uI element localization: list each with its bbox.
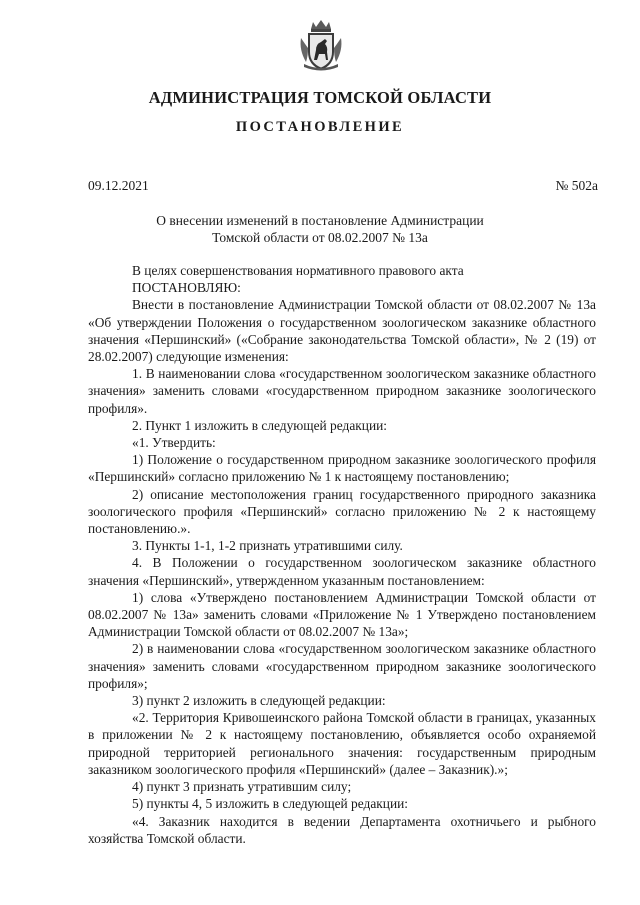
organization-title: АДМИНИСТРАЦИЯ ТОМСКОЙ ОБЛАСТИ — [148, 88, 492, 107]
paragraph: 1) Положение о государственном природном заказнике зоологического профиля «Першинский» согласно приложению № 1 к настоящему постановлению; — [88, 452, 596, 485]
subject-line: О внесении изменений в постановление Администрации — [156, 213, 484, 228]
paragraph: 5) пункты 4, 5 изложить в следующей редакции: — [132, 796, 408, 812]
paragraph: В целях совершенствования нормативного правового акта — [132, 263, 464, 278]
paragraph: 2) в наименовании слова «государственном зоологическом заказнике областного значения» заменить словами «государственном природном заказнике зоологического профиля»; — [88, 641, 596, 691]
paragraph: «1. Утвердить: — [132, 435, 216, 451]
paragraph: «4. Заказник находится в ведении Департамента охотничьего и рыбного хозяйства Томской области. — [88, 813, 596, 846]
subject-line: Томской области от 08.02.2007 № 13а — [212, 230, 428, 245]
paragraph: Внести в постановление Администрации Томской области от 08.02.2007 № 13а «Об утверждении Положения о государственном зоологическом заказнике областного значения «Першинский» («Собрание законодательства Томской области», № 2 (19) от 28.02.2007) следующие изменения: — [88, 297, 596, 365]
document-type: ПОСТАНОВЛЕНИЕ — [235, 119, 405, 135]
paragraph: 2) описание местоположения границ государственного природного заказника зоологического профиля «Першинский» согласно приложению № 2 к настоящему постановлению.». — [88, 486, 596, 537]
document-subject — [0, 212, 640, 246]
tomsk-coat-of-arms-icon — [298, 20, 344, 72]
paragraph: «2. Территория Кривошеинского района Томской области в границах, указанных в приложении № 2 к настоящему постановлению, объявляется особо охраняемой природной территорией регионального значения: государственным природным заказником зоологического профиля «Першинский» (далее – Заказник).»; — [88, 710, 596, 777]
paragraph: 1) слова «Утверждено постановлением Администрации Томской области от 08.02.2007 № 13а» заменить словами «Приложение № 1 Утверждено постановлением Администрации Томской области от 08.02.2007 № 13а»; — [88, 589, 596, 640]
paragraph: 3) пункт 2 изложить в следующей редакции: — [132, 693, 386, 709]
document-date: 09.12.2021 — [88, 178, 149, 193]
paragraph: 3. Пункты 1-1, 1-2 признать утратившими силу. — [132, 538, 403, 554]
document-number: № 502а — [555, 178, 598, 193]
paragraph: 4. В Положении о государственном зоологическом заказнике областного значения «Першинский», утвержденном указанным постановлением: — [88, 555, 596, 588]
document-body — [88, 262, 596, 847]
paragraph: 4) пункт 3 признать утратившим силу; — [132, 779, 352, 795]
paragraph: 1. В наименовании слова «государственном зоологическом заказнике областного значения» заменить словами «государственном природном заказнике зоологического профиля». — [88, 366, 596, 416]
paragraph: ПОСТАНОВЛЯЮ: — [132, 280, 241, 296]
paragraph: 2. Пункт 1 изложить в следующей редакции: — [132, 417, 388, 433]
